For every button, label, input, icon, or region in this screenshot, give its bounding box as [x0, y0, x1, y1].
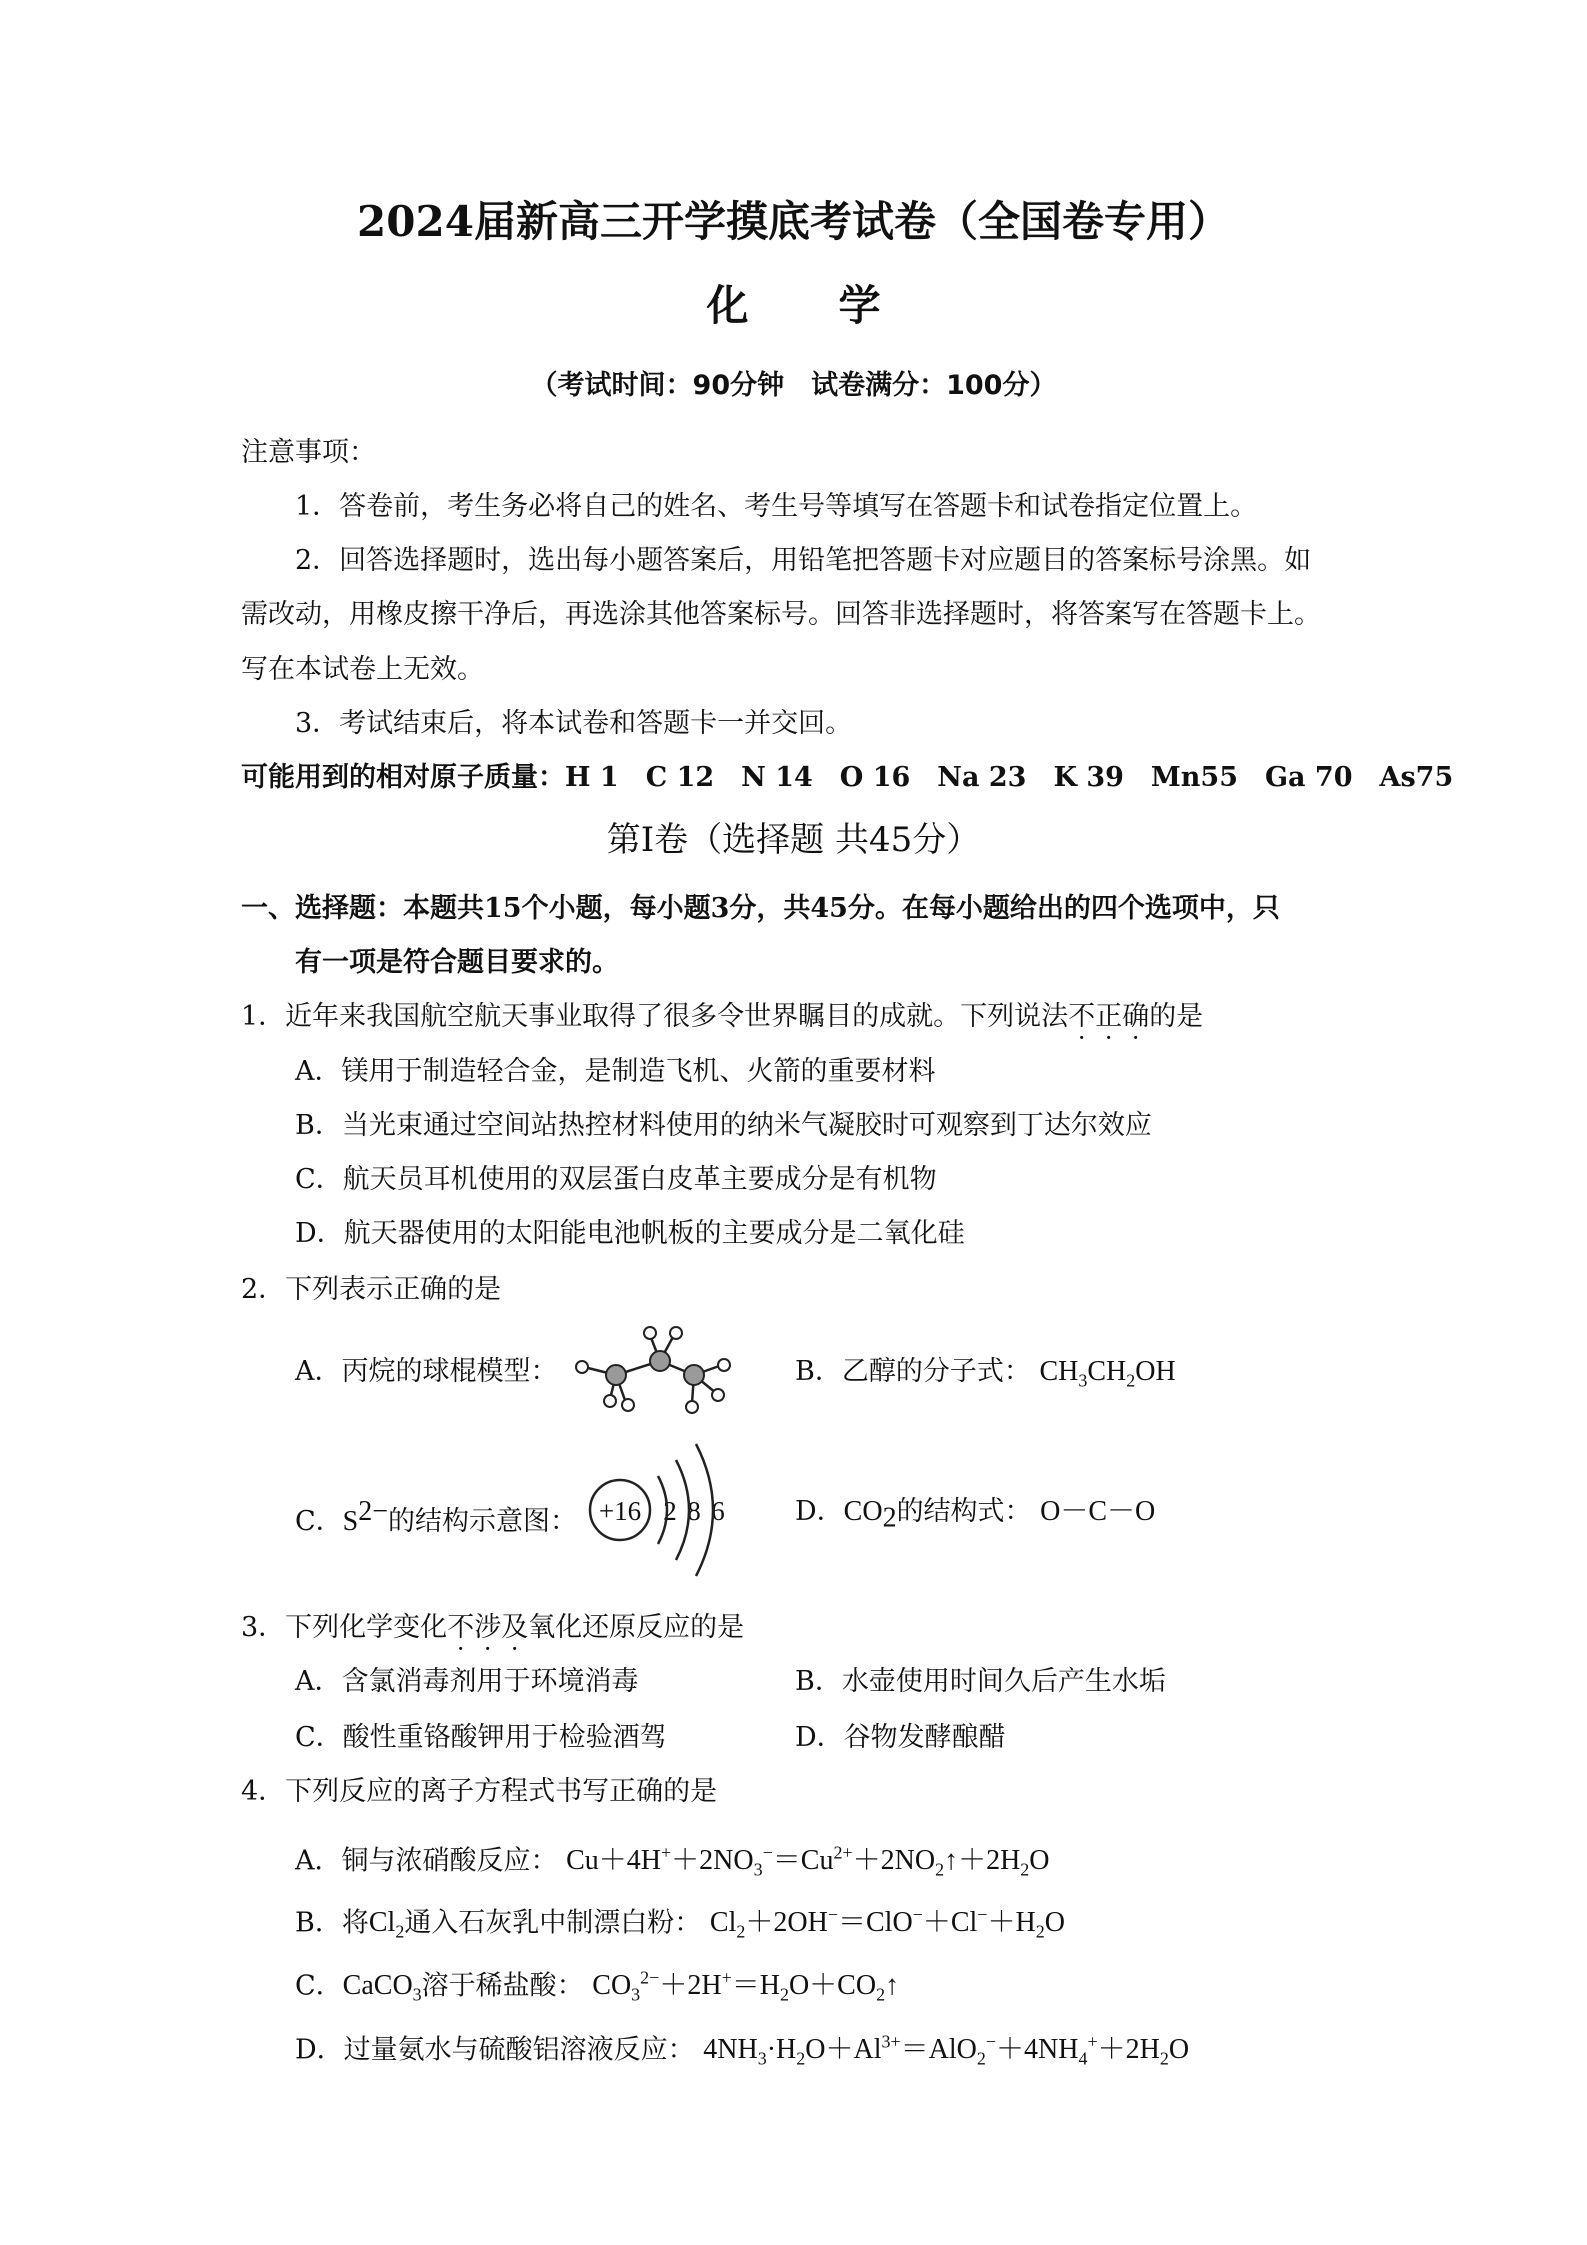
- q2-option-d: [795, 1492, 1155, 1538]
- q2-stem: 2．下列表示正确的是: [241, 1274, 502, 1305]
- q3-emph-1: 不: [447, 1612, 475, 1643]
- q2-option-c-letter: C．: [295, 1506, 343, 1537]
- q3-option-a: A．含氯消毒剂用于环境消毒: [295, 1666, 639, 1697]
- q1-stem-end: 的是: [1149, 1001, 1204, 1032]
- q3-option-b: B．水壶使用时间久后产生水垢: [795, 1666, 1166, 1697]
- sulfide-ion-structure-diagram: [580, 1430, 740, 1590]
- notice-item-3: 3．考试结束后，将本试卷和答题卡一并交回。: [295, 708, 853, 739]
- q1-option-d: D．航天器使用的太阳能电池帆板的主要成分是二氧化硅: [295, 1218, 965, 1249]
- q1-stem-text: 1．近年来我国航空航天事业取得了很多令世界瞩目的成就。下列说法: [241, 1001, 1069, 1032]
- q3-stem-text: 3．下列化学变化: [241, 1612, 448, 1643]
- q4-option-d-label: D．过量氨水与硫酸铝溶液反应：: [295, 2034, 695, 2066]
- part-1-title: 第Ⅰ卷（选择题 共45分）: [606, 820, 981, 860]
- q3-emph-3: 及: [501, 1612, 529, 1643]
- exam-title: 2024届新高三开学摸底考试卷（全国卷专用）: [357, 197, 1230, 246]
- q2-option-d-label: 的结构式：: [896, 1496, 1032, 1527]
- notice-item-1: 1．答卷前，考生务必将自己的姓名、考生号等填写在答题卡和试卷指定位置上。: [295, 491, 1258, 522]
- sulfide-ion-charge: 2−: [358, 1496, 389, 1527]
- sulfide-ion: S: [342, 1506, 359, 1537]
- ethanol-formula: $CH_3CH_2OH$: [1039, 1356, 1176, 1391]
- q1-option-c: C．航天员耳机使用的双层蛋白皮革主要成分是有机物: [295, 1164, 937, 1195]
- exam-info: （考试时间：90分钟 试卷满分：100分）: [530, 370, 1057, 401]
- q4-option-b: [295, 1895, 1065, 1952]
- propane-ball-stick-model: [570, 1325, 740, 1425]
- atomic-masses: 可能用到的相对原子质量：H 1 C 12 N 14 O 16 Na 23 K 39 Mn55 Ga 70 As75: [241, 762, 1454, 793]
- section-instructions-a: 一、选择题：本题共15个小题，每小题3分，共45分。在每小题给出的四个选项中，只: [241, 893, 1280, 924]
- q1-emph-3: 确: [1122, 1001, 1150, 1032]
- q3-option-d: D．谷物发酵酿醋: [795, 1722, 1006, 1753]
- section-instructions-b: 有一项是符合题目要求的。: [295, 947, 619, 978]
- q4-option-a-label: A．铜与浓硝酸反应：: [295, 1845, 558, 1877]
- q4-equation-d: $4NH_3\cdot H_2O+Al^{3+}=AlO_2^-+4NH_4^++2H_2O$: [703, 2032, 1190, 2069]
- q1-stem: [241, 997, 1203, 1037]
- chlorine-gas: $Cl_2$: [368, 1907, 405, 1942]
- q4-equation-c: $CO_3^{2-}+2H^+=H_2O+CO_2↑$: [592, 1968, 900, 2005]
- q4-option-c-letter: C．: [295, 1970, 343, 2002]
- q2-option-c: [295, 1492, 577, 1542]
- q3-stem: [241, 1608, 744, 1648]
- q1-emph-1: 不: [1068, 1001, 1096, 1032]
- q4-equation-b: $Cl_2+2OH^-=ClO^-+Cl^-+H_2O$: [709, 1905, 1065, 1942]
- shell-2-electrons: 8: [687, 1496, 701, 1526]
- notice-item-2b: 需改动，用橡皮擦干净后，再选涂其他答案标号。回答非选择题时，将答案写在答题卡上。: [241, 599, 1321, 630]
- q1-emph-2: 正: [1095, 1001, 1123, 1032]
- nucleus-charge: +16: [598, 1496, 642, 1526]
- q4-stem: 4．下列反应的离子方程式书写正确的是: [241, 1776, 718, 1807]
- q4-option-c-label: 溶于稀盐酸：: [421, 1970, 584, 2002]
- shell-1-electrons: 2: [663, 1496, 677, 1526]
- q4-option-b-label: 通入石灰乳中制漂白粉：: [404, 1907, 702, 1939]
- calcium-carbonate: CaCO$_3$: [342, 1970, 422, 2005]
- q2-option-b-label: B．乙醇的分子式：: [795, 1356, 1031, 1387]
- co2-subscript: 2: [882, 1502, 897, 1534]
- q1-option-b: B．当光束通过空间站热控材料使用的纳米气凝胶时可观察到丁达尔效应: [295, 1110, 1152, 1141]
- q2-option-d-letter: D．: [795, 1496, 844, 1527]
- q1-option-a: A．镁用于制造轻合金，是制造飞机、火箭的重要材料: [295, 1056, 936, 1087]
- q4-equation-a: $Cu+4H^++2NO_3^-=Cu^{2+}+2NO_2↑+2H_2O$: [566, 1843, 1050, 1880]
- q4-option-c: [295, 1958, 899, 2015]
- co2-molecule: CO: [843, 1496, 883, 1527]
- q4-option-a: [295, 1833, 1050, 1890]
- q4-option-d: [295, 2022, 1189, 2079]
- q3-emph-2: 涉: [474, 1612, 502, 1643]
- notice-item-2c: 写在本试卷上无效。: [241, 654, 484, 685]
- q4-option-b-letter: B．将: [295, 1907, 369, 1939]
- q3-option-c: C．酸性重铬酸钾用于检验酒驾: [295, 1722, 667, 1753]
- notice-item-2a: 2．回答选择题时，选出每小题答案后，用铅笔把答题卡对应题目的答案标号涂黑。如: [295, 545, 1312, 576]
- q3-stem-end: 氧化还原反应的是: [528, 1612, 745, 1643]
- notice-heading: 注意事项：: [241, 437, 376, 468]
- shell-3-electrons: 6: [711, 1496, 725, 1526]
- q2-option-b: [795, 1352, 1176, 1401]
- q2-option-a: A．丙烷的球棍模型：: [295, 1356, 558, 1387]
- q2-option-c-label: 的结构示意图：: [388, 1506, 578, 1537]
- subject-title: 化学: [706, 281, 971, 330]
- co2-structural-formula: O－C－O: [1040, 1496, 1156, 1527]
